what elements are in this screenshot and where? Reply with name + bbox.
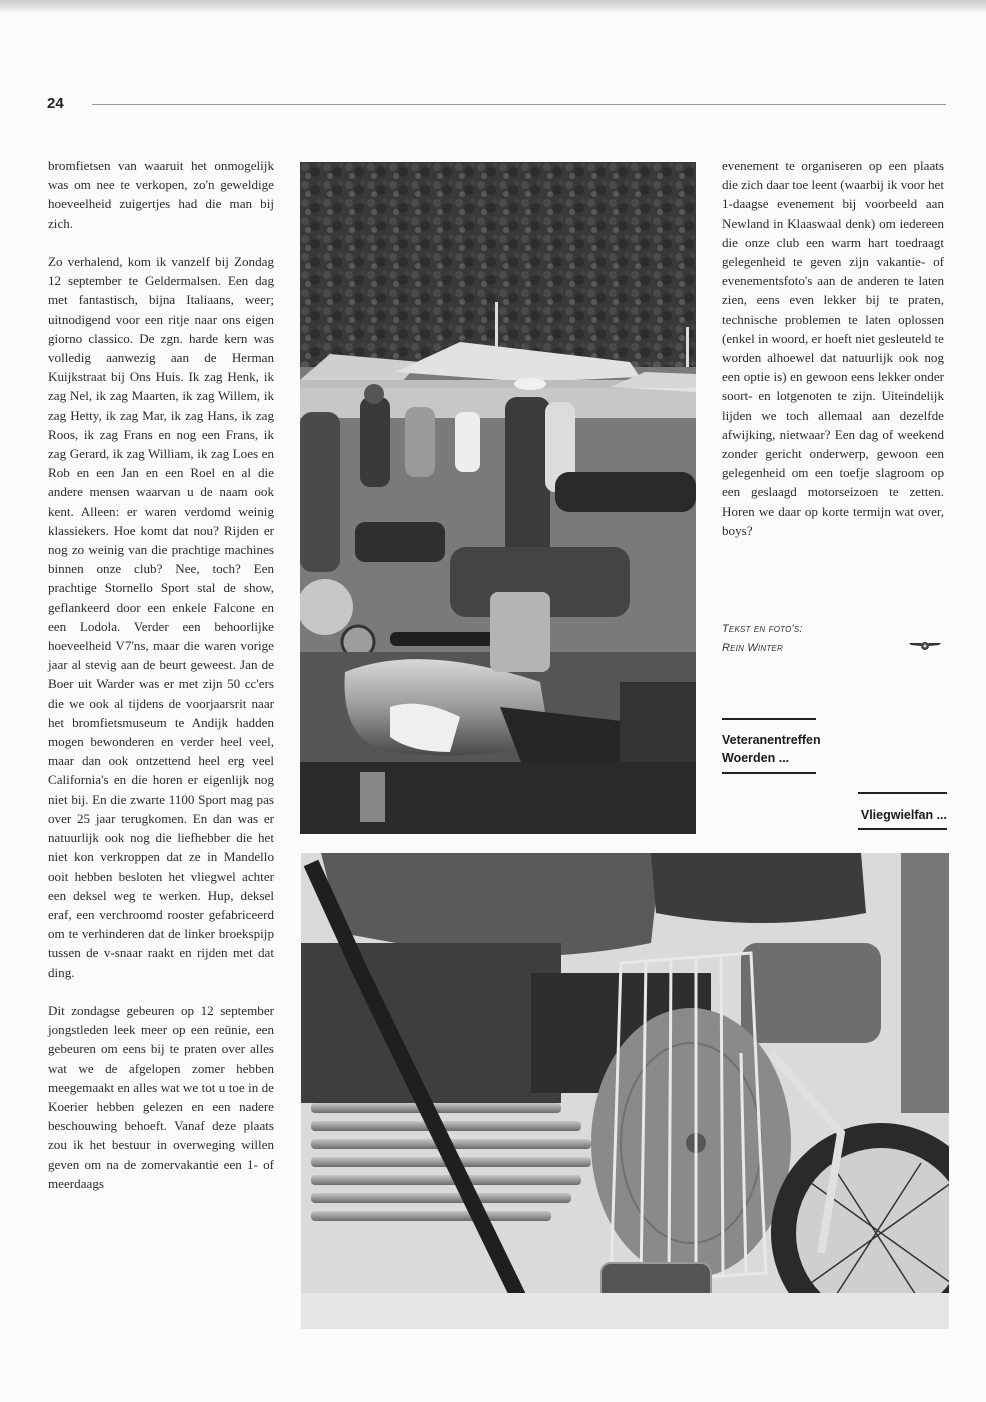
caption-line: Vliegwielfan ... xyxy=(860,808,947,822)
scan-top-edge xyxy=(0,0,986,12)
author-name: Rein Winter xyxy=(722,642,783,654)
photo-vliegwielfan xyxy=(301,853,949,1329)
caption-veteranentreffen xyxy=(722,718,821,774)
paragraph: Dit zondagse gebeuren op 12 september jongstleden leek meer op een reünie, een gebeuren om eens bij te praten over alles wat we de afgelopen zomer hebben meegemaakt en alles wat we tot u toe in de Koerier hebben gelezen en een nadere beschouwing behoeft. Vanaf deze plaats zou ik het bestuur in overweging willen geven om na de zomervakantie een 1- of meerdaags xyxy=(48,1002,274,1191)
caption-line: Veteranentreffen xyxy=(722,733,821,747)
credit-label: Tekst en foto's: xyxy=(722,623,803,635)
header-rule xyxy=(92,104,946,105)
winged-eagle-logo-icon xyxy=(909,640,941,652)
photo-veteranentreffen xyxy=(300,162,696,834)
article-left-column xyxy=(48,156,274,1212)
caption-vliegwielfan xyxy=(858,792,947,830)
paragraph: bromfietsen van waaruit het onmogelijk was om nee te verkopen, zo'n geweldige hoeveelheid zuigertjes had die man bij zich. xyxy=(48,158,274,231)
author-credit xyxy=(722,620,803,658)
paragraph: Zo verhalend, kom ik vanzelf bij Zondag 12 september te Geldermalsen. Een dag met fantastisch, bijna Italiaans, weer; uitnodigend voor een ritje naar ons eigen giorno classico. De zgn. harde kern was volledig aanwezig aan de Herman Kuijkstraat bij Ons Huis. Ik zag Henk, ik zag Nel, ik zag Maarten, ik zag Willem, ik zag Hetty, ik zag Mar, ik zag Hans, ik zag Roos, ik zag Frans en nog een Frans, ik zag Gerard, ik zag William, ik zag Loes en Rob en een Jan en een Roel en al die andere mensen waarvan u de naam ook kent. Alleen: er waren verdomd weinig klassiekers. Hoe komt dat nou? Rijden er nog zo weinig van die prachtige machines binnen onze club? Nee, toch? Een prachtige Stornello Sport stal de show, geflankeerd door een enkele Falcone en een Lodola. Verder een behoorlijke hoeveelheid V7'ns, maar die waren vorige jaar al stevig aan de beurt geweest. Jan de Boer uit Warder was er met zijn 50 cc'ers die we ook al tijdens de voorjaarsrit naar het bromfietsmuseum te Andijk hadden mogen bewonderen en verder heel veel, maar dan ook ontzettend heel erg veel California's en die horen er eigenlijk nog niet bij. En die zwarte 1100 Sport mag pas over 25 jaar terugkomen. En dan was er natuurlijk ook nog die liefhebber die het niet kon verkroppen dat ze in Mandello ooit hebben besloten het vliegwel achter een deksel weg te werken. Hup, deksel eraf, een verchroomd rooster gefabriceerd om te verhinderen dat de linker broekspijp tussen de v-snaar raakt en rijden met dat ding. xyxy=(48,254,274,980)
paragraph: evenement te organiseren op een plaats die zich daar toe leent (waarbij ik voor het 1-daagse evenement bij voorbeeld aan Newland in Klaaswaal denk) om iedereen die onze club een warm hart toedraagt gelegenheid te geven zijn vakantie- of evenementsfoto's aan de anderen te laten zien, eens even lekker bij te praten, technische problemen te laten oplossen (enkel in woord, er hoeft niet gesleuteld te worden alhoewel dat natuurlijk ook nog een optie is) en gewoon eens lekker onder soort- en lotgenoten te zijn. Uiteindelijk lijden we toch allemaal aan dezelfde afwijking, nietwaar? Een dag of weekend zonder gericht onderwerp, gewoon een gelegenheid om een toefje slagroom op een geslaagd motorseizoen te zetten. Horen we daar op korte termijn wat over, boys? xyxy=(722,158,944,538)
caption-line: Woerden ... xyxy=(722,751,790,765)
page-number: 24 xyxy=(47,95,64,112)
article-right-column xyxy=(722,156,944,559)
